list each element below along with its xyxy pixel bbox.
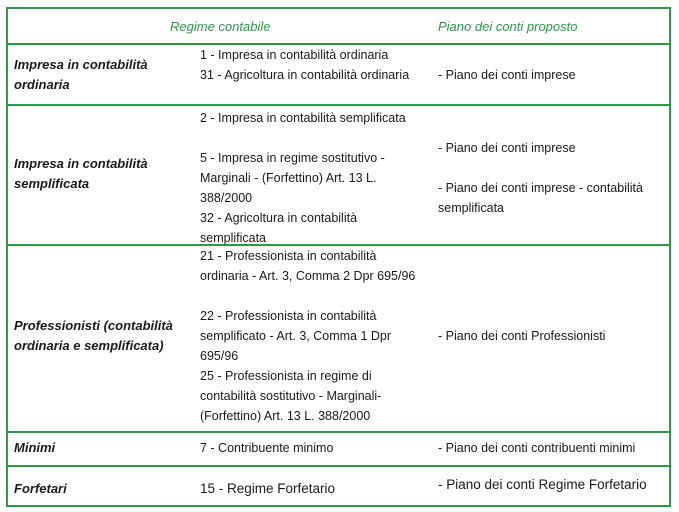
regime-item: 1 - Impresa in contabilità ordinaria [200, 48, 389, 62]
table-row [8, 45, 669, 106]
row-type: Impresa in contabilità ordinaria [14, 57, 148, 92]
accounting-regime-table [6, 7, 671, 507]
regime-item: 32 - Agricoltura in contabilità semplificata [200, 211, 358, 245]
regime-item: 7 - Contribuente minimo [200, 441, 334, 455]
row-type: Forfetari [14, 481, 67, 496]
plan-item: - Piano dei conti contribuenti minimi [438, 441, 636, 455]
regime-item: 5 - Impresa in regime sostitutivo - Marginali - (Forfettino) Art. 13 L. 388/2000 [200, 151, 385, 205]
row-type: Impresa in contabilità semplificata [14, 156, 148, 191]
regime-item: 31 - Agricoltura in contabilità ordinaria [200, 68, 410, 82]
table-row [8, 246, 669, 433]
header-piano: Piano dei conti proposto [438, 19, 578, 34]
table-row [8, 467, 669, 505]
regime-item: 2 - Impresa in contabilità semplificata [200, 111, 406, 125]
table-header [8, 9, 669, 45]
regime-item: 15 - Regime Forfetario [200, 481, 336, 496]
regime-item: 25 - Professionista in regime di contabilità sostitutivo - Marginali- (Forfettino) Art. 13 L. 388/2000 [200, 369, 382, 423]
row-type: Professionisti (contabilità ordinaria e semplificata) [14, 318, 173, 353]
regime-item: 22 - Professionista in contabilità semplificato - Art. 3, Comma 1 Dpr 695/96 [200, 309, 392, 363]
regime-item: 21 - Professionista in contabilità ordinaria - Art. 3, Comma 2 Dpr 695/96 [200, 249, 416, 283]
table-row [8, 433, 669, 467]
table-row [8, 106, 669, 246]
plan-item: - Piano dei conti Regime Forfetario [438, 477, 647, 492]
header-regime: Regime contabile [170, 19, 271, 34]
plan-item: - Piano dei conti imprese [438, 68, 576, 82]
row-type: Minimi [14, 440, 56, 455]
plan-item: - Piano dei conti imprese - contabilità semplificata [438, 181, 643, 215]
plan-item: - Piano dei conti imprese [438, 141, 576, 155]
plan-item: - Piano dei conti Professionisti [438, 329, 606, 343]
